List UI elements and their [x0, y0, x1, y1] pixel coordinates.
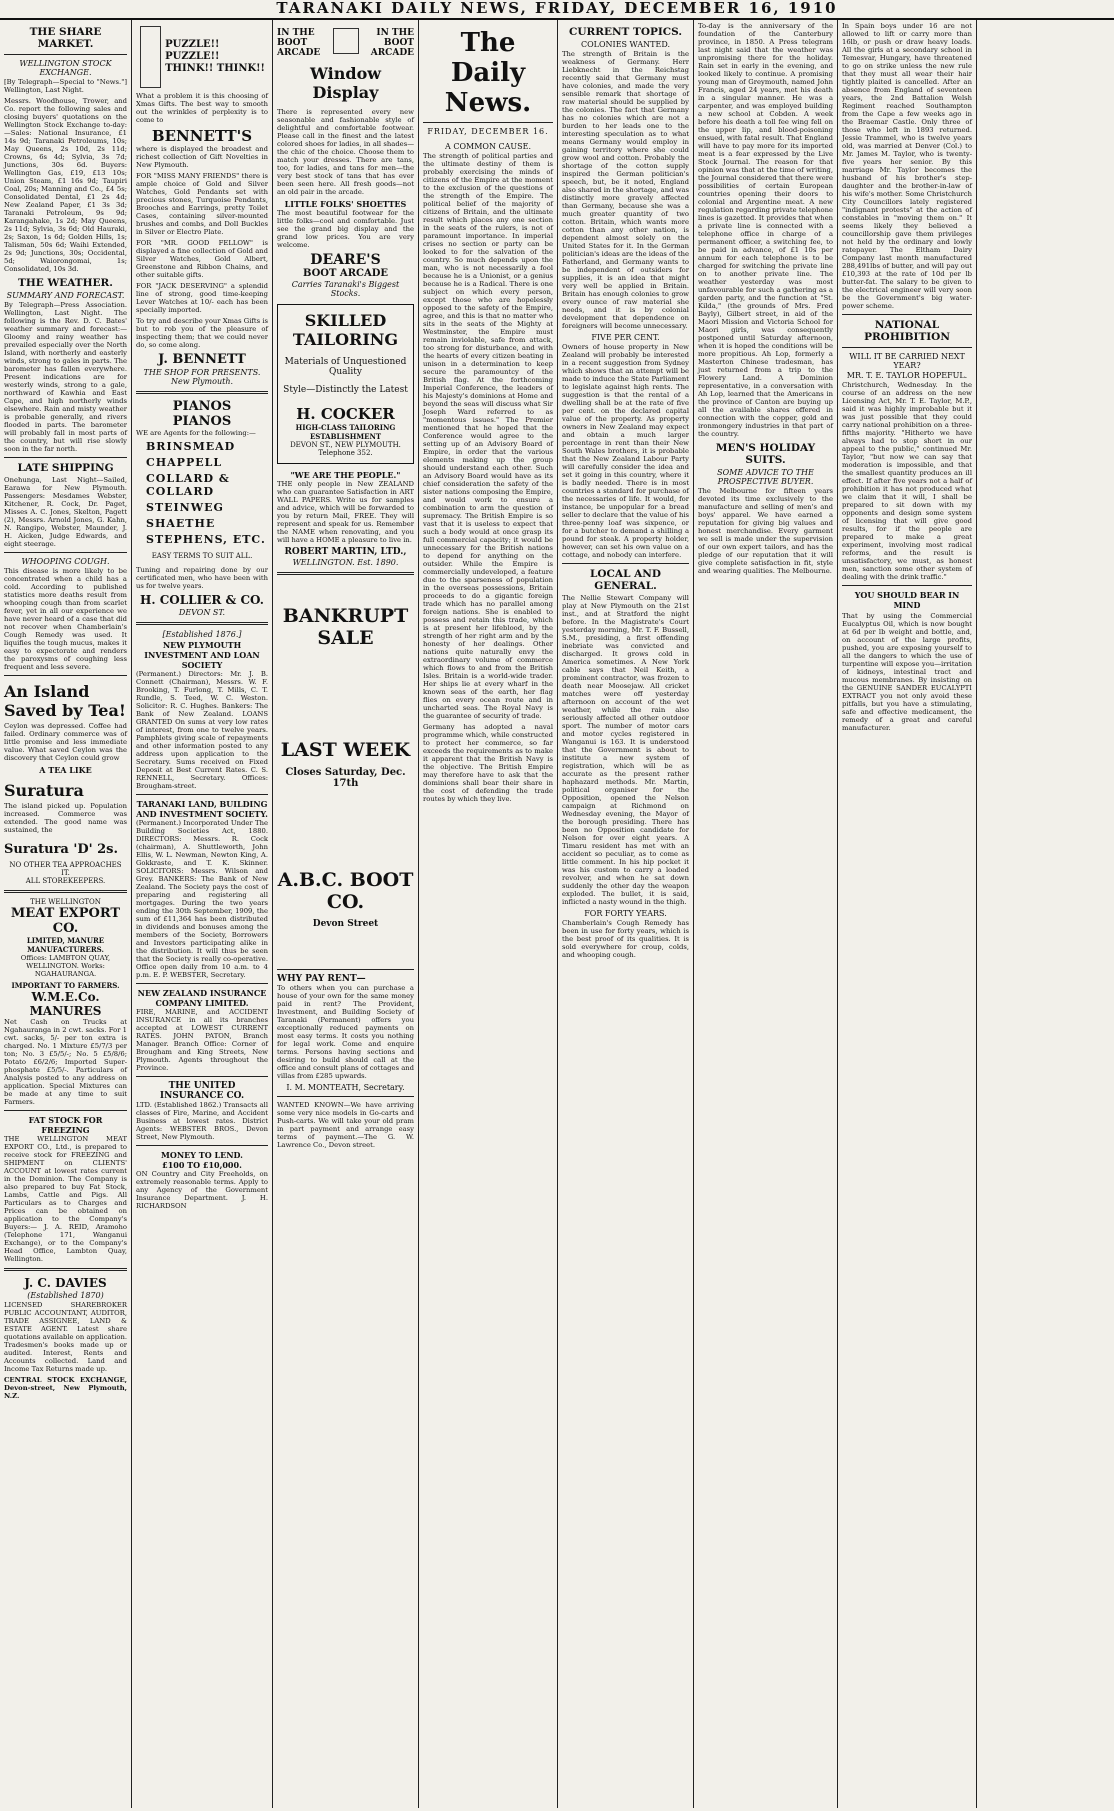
ad-headline: ROBERT MARTIN, LTD., [284, 547, 407, 557]
ad-tagline: EASY TERMS TO SUIT ALL. [151, 552, 253, 560]
ad-headline: WHY PAY RENT— [277, 974, 366, 984]
subheading: SUMMARY AND FORECAST. [6, 291, 125, 300]
section-heading: THE SHARE MARKET. [29, 26, 102, 50]
ad-headline: MONEY TO LEND. [161, 1150, 243, 1160]
section-heading: LOCAL AND GENERAL. [590, 568, 661, 592]
ad-headline: J. C. DAVIES [24, 1276, 107, 1290]
subheading: WILL IT BE CARRIED NEXT YEAR? [849, 352, 965, 370]
ad-text: Tuning and repairing done by our certificated men, who have been with us for twelve years. [136, 566, 268, 590]
subheading: SOME ADVICE TO THE PROSPECTIVE BUYER. [717, 468, 814, 486]
ad-headline: A.B.C. BOOT CO. [277, 869, 414, 913]
ad-tagline: ALL STOREKEEPERS. [25, 877, 106, 885]
subheading: MR. T. E. TAYLOR HOPEFUL. [846, 371, 968, 380]
ad-text: FOR "MR. GOOD FELLOW" is displayed a fine collection of Gold and Silver Watches, Gold Albert, Greenstone and Ribbon Chains, and other suitable gifts. [136, 239, 268, 279]
column-5 [558, 22, 693, 1807]
column-8 [977, 22, 1114, 1807]
ad-subhead: £100 TO £10,000. [162, 1160, 242, 1170]
ad-subhead: DEVON ST. [178, 608, 226, 617]
ad-text: The most beautiful footwear for the little folks—cool and comfortable. Just see the grand big display and the grand low prices. You are very welcome. [277, 209, 414, 249]
ad-subhead: [Established 1876.] [162, 630, 242, 639]
ad-subhead: A TEA LIKE [39, 765, 92, 775]
boot-icon [333, 28, 359, 54]
ad-headline: H. COLLIER & CO. [140, 593, 264, 607]
article-text: The strength of political parties and the ultimate destiny of them is probably exercising the minds of citizens of the Empire at the moment to the exclusion of the questions of the strength of the Empire. The political belief of the majority of citizens of Britain, and the ultimate result which places any one section in the seats of the rulers, is not of paramount importance. In imperial crises no section or party can be looked to for the salvation of the country. So much depends upon the man, who is not necessarily a fool because he is a Unionist, or a genius because he is a Radical. There is one subject on which every person, except those who are hopelessly opposed to the safety of the Empire, agree, and this is that no matter who sits in the seats of the Mighty at Westminster, the Empire must remain inviolable, safe from attack, too strong for disturbance, and with the hearts of every citizen beating in unison in a determination to keep secure the paramountcy of the British flag. At the forthcoming Imperial Conference, the leaders of his Majesty's dominions at Home and beyond the seas will discuss what Sir Joseph Ward referred to as "momentous issues." The Premier mentioned that he hoped that the Conference would agree to the setting up of an Advisory Board of Empire, in order that the various elements making up the group should understand each other. Such an Advisory Board would have as its chief consideration the safety of the sister nations composing the Empire, and would work to ensure a combination to arm the question of supremacy. The British Empire is so vast that it is useless to expect that such a body would at once grasp its full commercial capacity; it would be unnecessary for the British nations to depend for anything on the outsider. While the Empire is commercially undeveloped, a feature due to the sparseness of population in the overseas possessions, Britain proceeds to do a gigantic foreign trade which has no parallel among foreign nations. She is enabled to possess and retain this trade, which is at present her lifeblood, by the strength of her right arm and by the honesty of her dealings. Other nations quite naturally envy the extraordinary volume of commerce which flows to and from the British Isles. Britain is a world-wide trader. Her ships lie at every wharf in the known seas of the earth, her flag flies on every ocean route and in uncharted seas. The Royal Navy is the guarantee of security of trade. [423, 152, 553, 720]
column-2 [132, 22, 272, 1807]
ad-tagline: Carries Taranaki's Biggest Stocks. [291, 280, 400, 298]
ad-text: LTD. (Established 1862.) Transacts all classes of Fire, Marine, and Accident Business at lowest rates. District Agents: WEBSTER BROS., Devon Street, New Plymouth. [136, 1101, 268, 1141]
ad-label: IN THE BOOT ARCADE [370, 28, 414, 58]
ad-text: THE WELLINGTON MEAT EXPORT CO., Ltd., is prepared to receive stock for FREEZING and SHIPMENT on CLIENTS' ACCOUNT at lowest rates current in the Dominion. The Company is also prepared to buy Fat Stock, Lambs, Cattle and Pigs. All Particulars as to Charges and Prices can be obtained on application to the Company's Buyers:— J. A. REID, Aramoho (Telephone 171, Wanganui Exchange), or to the Company's Head Office, Lambton Quay, Wellington. [4, 1135, 127, 1263]
ad-headline: LAST WEEK [280, 739, 411, 761]
ad-headline: TARANAKI LAND, BUILDING AND INVESTMENT SOCIETY. [136, 799, 268, 819]
ad-text: THE only people in New ZEALAND who can guarantee Satisfaction in ART WALL PAPERS. Write us for samples and advice, which will be forwarded to you by return Mail, FREE. They will represent and speak for us. Remember the NAME when renovating, and you will have a HOME a pleasure to live in. [277, 480, 414, 544]
masthead: TARANAKI DAILY NEWS, FRIDAY, DECEMBER 16, 1910 [0, 0, 1114, 20]
ad-text: ON Country and City Freeholds, on extremely reasonable terms. Apply to any Agency of the Government Insurance Department. J. H. RICHARDSON [136, 1170, 268, 1210]
ad-text: To try and describe your Xmas Gifts is but to rob you of the pleasure of inspecting them; that we could never do, so come along. [136, 317, 268, 349]
piano-brand: BRINSMEAD [146, 440, 236, 453]
article-text: By Telegraph—Press Association. Wellington, Last Night. The following is the Rev. D. C. Bates' weather summary and forecast:—Gloomy and rainy weather has prevailed especially over the North Island, with northerly and easterly winds, strong to gales in parts. The barometer has fallen everywhere. Present indications are for westerly winds, strong to a gale, northward of Kawhia and East Cape, and high northerly winds elsewhere. Rain and misty weather is probable generally, and rivers flooded in parts. The barometer will probably fall in most parts of the country, but will rise slowly soon in the far north. [4, 301, 127, 453]
issue-date: FRIDAY, DECEMBER 16. [427, 127, 549, 136]
section-heading: LATE SHIPPING [17, 462, 114, 474]
ad-text: WE are Agents for the following:— [136, 429, 256, 437]
article-text: Christchurch, Wednesday. In the course of an address on the new Licensing Act, Mr. T. E. Taylor, M.P., said it was highly improbable but it was just possible that they could carry national prohibition on a three-fifths majority. "Hitherto we have always had to stop short in our appeal to the public," continued Mr. Taylor, "but now we can say that moderation is impossible, and that the smallest quantity produces an ill effect. If after five years not a half of prohibition it has not produced what we claim that it will, I shall be prepared to sit down with my opponents and design some system of licensing that will give good results, for if the people are prepared to make a great experiment, involving most radical reforms, and the result is unsatisfactory, we must, as honest men, sanction some other system of dealing with the drink traffic." [842, 381, 972, 581]
article-headline: COLONIES WANTED. [580, 40, 671, 49]
ad-subhead: THE SHOP FOR PRESENTS. New Plymouth. [143, 368, 261, 386]
column-7 [838, 22, 976, 1807]
newspaper-logo: The Daily News. [444, 28, 532, 118]
ad-text: (Permanent.) Directors: Mr. J. B. Connett (Chairman), Messrs. W. F. Brooking, T. Furlong, T. Mills, C. T. Rundle, S. Teed, W. C. Weston. Solicitor: R. C. Hughes. Bankers: The Bank of New Zealand. LOANS GRANTED On sums at very low rates of interest, from one to twelve years. Pamphlets giving scale of repayments and other information posted to any address upon application to the Secretary. Sums received on Fixed Deposit at Best Current Rates. C. S. RENNELL, Secretary. Offices: Brougham-street. [136, 670, 268, 790]
article-headline: A COMMON CAUSE. [445, 142, 531, 151]
ad-text: CENTRAL STOCK EXCHANGE, Devon-street, New Plymouth, N.Z. [4, 1376, 127, 1400]
ad-text: FOR "MISS MANY FRIENDS" there is ample choice of Gold and Silver Watches, Gold Pendants set with precious stones, Turquoise Pendants, Brooches and Earrings, pretty Toilet Cases, containing silver-mounted brushes and combs, and Doll Buckles in Silver or Electro Plate. [136, 172, 268, 236]
subheading: WHOOPING COUGH. [21, 557, 110, 566]
ad-subhead: (Established 1870) [27, 1291, 104, 1300]
piano-brand: SHAETHE [146, 517, 216, 530]
ad-subhead: Telephone 352. [318, 449, 373, 457]
ad-headline: Window Display [309, 64, 382, 102]
ad-headline: PUZZLE!! PUZZLE!! THINK!! THINK!! [165, 39, 265, 74]
ad-text: Net Cash on Trucks at Ngahauranga in 2 cwt. sacks. For 1 cwt. sacks, 5/- per ton extra is charged. No. 1 Mixture £5/7/3 per ton; No. 3 £5/5/-; No. 5 £5/8/6; Potato £6/2/6; Imported Super-phosphate £5/5/-. Particulars of Analysis posted to any address on application. Special Mixtures can be made at any time to suit Farmers. [4, 1018, 127, 1106]
ad-signature: I. M. MONTEATH, Secretary. [286, 1083, 405, 1092]
column-1 [0, 22, 131, 1807]
article-text: To-day is the anniversary of the foundation of the Canterbury province, in 1850. A Press telegram last night said that the weather was unpromising there for the holiday. Rain set in early in the evening, and looked likely to continue. A promising young man of Greymouth, named John Francis, aged 24 years, met his death in a singular manner. He was a carpenter, and was employed building a new school at Cobden. A week before his death a toll fee wing fell on the upper lip, and blood-poisoning ensued, with fatal result. That England will have to pay more for its imported meat is a fear expressed by the Live Stock Journal. The reason for that opinion was that at the time of writing, the Journal considered that there were possibilities of certain European countries opening their doors to colonial and Argentine meat. A new regulation regarding private telephone lines is gazetted. It provides that when a private line is connected with a telephone office in charge of a permanent officer, a switching fee, to be paid in advance, of £1 10s per annum for each telephone is to be charged for switching the private line on to another private line. The weather yesterday was most unfavourable for such a gathering as a garden party, and the function at "St. Kilda," (the grounds of Mrs. Fred Bayly), Gilbert street, in aid of the Maori Mission and Victoria School for Maori girls, was consequently postponed until Saturday afternoon, when it is hoped the conditions will be more propitious. Ah Lop, formerly a Masterton Chinese tradesman, has just returned from a trip to the Flowery Land. A Dominion representative, in a conversation with Ah Lop, learned that the Americans in the province of Canton are buying up all the available shares offered in connection with the copper, gold and ironmongery industries in that part of the country. [698, 22, 833, 438]
ad-text: What a problem it is this choosing of Xmas Gifts. The best way to smooth out the wrinkles of perplexity is to come to [136, 92, 268, 124]
article-text: Germany has adopted a naval programme which, while constructed to protect her commerce, so far exceeds the requirements as to make it apparent that the British Navy is the objective. The British Empire may therefore have to ask that the dominions shall bear their share in the cost of defending the trade routes by which they live. [423, 723, 553, 803]
article-text: This disease is more likely to be concentrated when a child has a cold. According to published statistics more deaths result from whooping cough than from scarlet fever, yet in all our experience we have never heard of a case that did not recover when Chamberlain's Cough Remedy was used. It liquifies the tough mucus, makes it easy to expectorate and renders the paroxysms of coughing less frequent and less severe. [4, 567, 127, 671]
subheading: WELLINGTON STOCK EXCHANGE. [19, 59, 112, 77]
article-text: Owners of house property in New Zealand will probably be interested in a recent suggestion from Sydney which shows that an attempt will be made to induce the State Parliament to legislate against high rents. The suggestion is that the rental of a dwelling shall be at the rate of five per cent. on the declared capital value of the property. As property owners in New Zealand may expect and obtain a much larger percentage in rent than their New South Wales brothers, it is probable that the New Zealand Labour Party will carefully consider the idea and set it going in this country, where it is badly needed. There is in most countries a standard for purchase of the necessaries of life. It would, for instance, be unpopular for a bread seller to declare that the value of his three-penny loaf was sixpence, or for a butcher to demand a shilling a pound for steak. A property holder, however, can set his own value on a cottage, and nobody can interfere. [562, 343, 689, 559]
ad-subhead: IMPORTANT TO FARMERS. [11, 981, 120, 990]
ad-text: (Permanent.) Incorporated Under The Building Societies Act, 1880. DIRECTORS: Messrs. R. Cock (chairman), A. Shuttleworth, John Ellis, W. L. Newman, Newton King, A. Gokkraste, and T. K. Skinner. SOLICITORS: Messrs. Wilson and Grey. BANKERS: The Bank of New Zealand. The Society pays the cost of preparing and registering all mortgages. During the two years ending the 30th September, 1909, the sum of £11,364 has been distributed in dividends and bonuses among the members of the Society, Borrowers and Investors participating alike in the distribution. It will thus be seen that the Society is really co-operative. Office open daily from 10 a.m. to 4 p.m. E. P. WEBSTER, Secretary. [136, 819, 268, 979]
ad-tagline: NO OTHER TEA APPROACHES IT. [9, 861, 122, 877]
ad-label: IN THE BOOT ARCADE [277, 28, 321, 58]
ad-headline: J. BENNETT [158, 352, 246, 367]
section-heading: YOU SHOULD BEAR IN MIND [854, 590, 960, 610]
ad-text: There is represented every new seasonable and fashionable style of delightful and comfortable footwear. Please call in the finest and the latest colored shoes for ladies, in all shades—the chic of the choice. Choose them to match your dresses. There are tans, too, for ladies, and tans for men—the very best stock of tans that has ever been seen here. All fresh goods—not an old pair in the arcade. [277, 108, 414, 196]
section-heading: MEN'S HOLIDAY SUITS. [715, 442, 816, 466]
ad-subhead: BOOT ARCADE [302, 268, 389, 279]
piano-brand: COLLARD & COLLARD [146, 472, 230, 498]
ad-subhead: Closes Saturday, Dec. 17th [285, 767, 406, 789]
ad-text: FOR "JACK DESERVING" a splendid line of strong, good time-keeping Lever Watches at 10/- each has been specially imported. [136, 282, 268, 314]
ad-subhead: Devon Street [312, 919, 379, 929]
ad-headline: DEARE'S [310, 252, 381, 268]
ad-text: FIRE, MARINE, and ACCIDENT INSURANCE in all its branches accepted at LOWEST CURRENT RATES. JOHN PATON, Branch Manager. Branch Office: Corner of Brougham and King Streets, New Plymouth. Agents throughout the Province. [136, 1008, 268, 1072]
article-text: In Spain boys under 16 are not allowed to lift or carry more than 16lb, or push or draw heavy loads. All the girls at a secondary school in Temesvar, Hungary, have threatened to go on strike unless the new rule that they must all wear their hair tightly plaited is cancelled. After an absence from England of seventeen years, the 2nd Battalion Welsh Regiment reached Southampton from the Cape a few weeks ago in the Braemar Castle. Only three of those who left in 1893 returned. Jessie Trammel, who is twelve years old, was married at Denver (Col.) to Mr. James M. Taylor, who is twenty-five years her senior. By this marriage Mr. Taylor becomes the husband of his brother's step-daughter and the brother-in-law of his wife's mother. Some Christchurch City Councillors lately registered "indignant protests" at the action of constables in "moving them on." It seems likely they believed a councillorship gave them privileges not held by the ordinary and lowly ratepayer. The Eltham Dairy Company last month manufactured 288,491lbs of butter, and will pay out £10,393 at the rate of 10d per lb butter-fat. The salary to be given to the electrical engineer will very soon be the Government's big water-power scheme. [842, 22, 972, 310]
ad-text: where is displayed the broadest and richest collection of Gift Novelties in New Plymouth. [136, 145, 268, 169]
column-3 [273, 22, 418, 1807]
ad-headline: SKILLED TAILORING [292, 311, 399, 349]
ad-text: LICENSED SHAREBROKER PUBLIC ACCOUNTANT, AUDITOR, TRADE ASSIGNEE, LAND & ESTATE AGENT. Latest share quotations available on application. Tradesmen's books made up or audited. Interest, Rents and Accounts collected. Land and Income Tax Returns made up. [4, 1301, 127, 1373]
ad-headline: "WE ARE THE PEOPLE." [290, 470, 401, 480]
article-text: Messrs. Woodhouse, Trower, and Co. report the following sales and closing buyers' quotations on the Wellington Stock Exchange to-day:—Sales: National Insurance, £1 14s 9d; Taranaki Petroleums, 10s; May Queens, 2s 10d, 2s 11d; Crowns, 6s 4d; Sylvia, 3s 7d; Junctions, 30s 6d. Buyers: Wellington Gas, £19, £13 10s; Union Steam, £1 16s 9d; Taupiri Coal, 20s; Manning and Co., £4 5s; Consolidated Dental, £1 2s 4d; New Zealand Paper, £1 3s 3d; Taranaki Petroleum, 9s 9d; Karangahake, 1s 2d; May Queens, 2s 11d; Sylvia, 3s 6d; Old Hauraki, 2s; Saxon, 1s 6d; Golden Hills, 1s; Talisman, 50s 6d; Waihi Extended, 2s 9d; Junctions, 30s; Occidental, 5d; Waiorongomai, 1s; Consolidated, 10s 3d. [4, 97, 127, 273]
article-text: Chamberlain's Cough Remedy has been in use for forty years, which is the best proof of its qualities. It is sold everywhere for croup, colds, and whooping cough. [562, 919, 689, 959]
ad-subhead: LIMITED, MANURE MANUFACTURERS. [26, 936, 105, 954]
ad-headline: NEW ZEALAND INSURANCE COMPANY LIMITED. [137, 988, 267, 1008]
piano-brand: CHAPPELL [146, 456, 223, 469]
article-text: The strength of Britain is the weakness of Germany. Herr Liebknecht in the Reichstag recently said that Germany must have colonies, and made the very sensible remark that shortage of raw material should be supplied by the colonies. The fact that Germany has no colonies which are not a burden to her leads one to the interesting speculation as to what means Germany would employ in gaining territory where she could grow wool and cotton. Probably the shortage of the cotton supply inspired the German politician's speech, but, be it noted, England also shared in the shortage, and was distinctly more gravely affected than Germany, because she was a much greater quantity of two cotton. Britain, which wants more cotton than any other nation, is dependent almost solely on the United States for it. In the German politician's ideas are the ideas of the Fatherland, and Germany wants to be independent of outsiders for supplies, it is an idea that might very well be applied in Britain. Britain has enough colonies to grow every ounce of raw material she needs, and it is by colonial development that dependence on foreigners will become unnecessary. [562, 50, 689, 330]
article-headline: FIVE PER CENT. [591, 333, 660, 342]
ad-text: WANTED KNOWN—We have arriving some very nice models in Go-carts and Push-carts. We will take your old pram in part payment and arrange easy terms of payment.—The G. W. Lawrence Co., Devon street. [277, 1101, 414, 1149]
ad-headline: BANKRUPT SALE [282, 605, 409, 649]
ad-subhead: HIGH-CLASS TAILORING ESTABLISHMENT [295, 423, 396, 441]
ad-headline: Suratura [4, 781, 84, 800]
section-heading: THE WEATHER. [18, 277, 113, 289]
ad-headline: THE UNITED INSURANCE CO. [159, 1081, 245, 1101]
ad-headline: W.M.E.Co. MANURES [29, 990, 102, 1018]
ad-headline: BENNETT'S [151, 127, 253, 145]
ad-text: Offices: LAMBTON QUAY, WELLINGTON. Works: NGAHAURANGA. [20, 954, 111, 978]
ad-headline: MEAT EXPORT CO. [10, 906, 121, 936]
ad-subhead: DEVON ST., NEW PLYMOUTH. [290, 441, 401, 449]
ad-subhead: THE WELLINGTON [30, 898, 101, 906]
article-text: That by using the Commercial Eucalyptus Oil, which is now bought at 6d per lb weight and bottle, and, on account of the large profits, pushed, you are exposing yourself to all the dangers to which the use of turpentine will expose you—irritation of kidneys, intestinal tract and mucous membranes. By insisting on the GENUINE SANDER EUCALYPTI EXTRACT you not only avoid these pitfalls, but you have a stimulating, safe and effective medicament, the remedy of a great and careful manufacturer. [842, 612, 972, 732]
section-heading: CURRENT TOPICS. [568, 26, 683, 38]
article-text: The Melbourne for fifteen years devoted its time exclusively to the manufacture and selling of men's and boys' apparel. We have earned a reputation for giving big values and honest merchandise. Every garment we sell is made under the supervision of our own expert tailors, and has the pledge of our reputation that it will give complete satisfaction in fit, style and wearing qualities. The Melbourne. [698, 487, 833, 575]
ad-text: The island picked up. Population increased. Commerce was extended. The good name was sustained, the [4, 802, 127, 834]
ad-text: Materials of Unquestioned Quality [284, 357, 407, 377]
ad-text: Style—Distinctly the Latest [283, 385, 408, 395]
section-heading: NATIONAL PROHIBITION [864, 319, 950, 343]
ad-text: To others when you can purchase a house of your own for the same money paid in rent? The Provident, Investment, and Building Society of Taranaki (Permanent) offers you exceptionally reduced payments on most easy terms. It costs you nothing for legal work. Come and enquire terms. Persons having sections and desiring to build should call at the office and consult plans of cottages and villas from £285 upwards. [277, 984, 414, 1080]
ad-headline: FAT STOCK FOR FREEZING [28, 1115, 103, 1135]
column-6 [694, 22, 837, 1807]
article-headline: FOR FORTY YEARS. [584, 909, 667, 918]
column-4 [419, 22, 557, 1807]
sub-dateline: [By Telegraph—Special to "News."] Wellington, Last Night. [4, 78, 127, 94]
piano-brand: STEINWEG [146, 501, 224, 514]
ad-subhead: LITTLE FOLKS' SHOETTES [284, 199, 407, 209]
ad-headline: Suratura 'D' 2s. [4, 842, 119, 857]
article-text: Onehunga, Last Night—Sailed, Earawa for New Plymouth. Passengers: Mesdames Webster, Kitchener, R. Cock, Dr. Paget, Misses A. C. Jones, Skelton, Pagett (2), Messrs. Arnold Jones, G. Kahn, N. Rangipo, Webster, Maunder, J. H. Aicken, Judge Edwards, and eight steerage. [4, 476, 127, 548]
ad-subhead: WELLINGTON. Est. 1890. [292, 558, 399, 567]
article-text: The Nellie Stewart Company will play at New Plymouth on the 21st inst., and at Stratford the night before. In the Magistrate's Court yesterday morning, Mr. T. F. Bussell, S.M., presiding, a first offending inebriate was convicted and discharged. It grows cold in America sometimes. A New York cable says that Neil Keith, a prominent contractor, was frozen to death near Moosejaw. All cricket matches were off yesterday afternoon on account of the wet weather, while the rain also seriously affected all other outdoor sport. The number of motor cars and motor cycles registered in Wanganui is 163. It is understood that the Government is about to institute a new system of registration, which will be as accurate as the present rather haphazard methods. Mr. Martin, political organiser for the Opposition, opened the Nelson campaign at Richmond on Wednesday evening, the Mayor of the borough presiding. There has been no Opposition candidate for Nelson for over eight years. A Timaru resident has met with an accident so peculiar, as to come as little comment. In his hip pocket it was his custom to carry a loaded revolver, and when he sat down suddenly the other day the weapon exploded. The bullet, it is said, inflicted a nasty wound in the thigh. [562, 594, 689, 906]
piano-brand: STEPHENS, ETC. [146, 533, 266, 546]
gift-illustration [140, 26, 161, 88]
ad-headline: An Island Saved by Tea! [4, 682, 126, 720]
ad-text: Ceylon was depressed. Coffee had failed. Ordinary commerce was of little promise and less immediate value. What saved Ceylon was the discovery that Ceylon could grow [4, 722, 127, 762]
ad-headline: PIANOS PIANOS [172, 399, 232, 429]
ad-headline: H. COCKER [296, 405, 395, 423]
ad-headline: NEW PLYMOUTH INVESTMENT AND LOAN SOCIETY [144, 640, 260, 670]
